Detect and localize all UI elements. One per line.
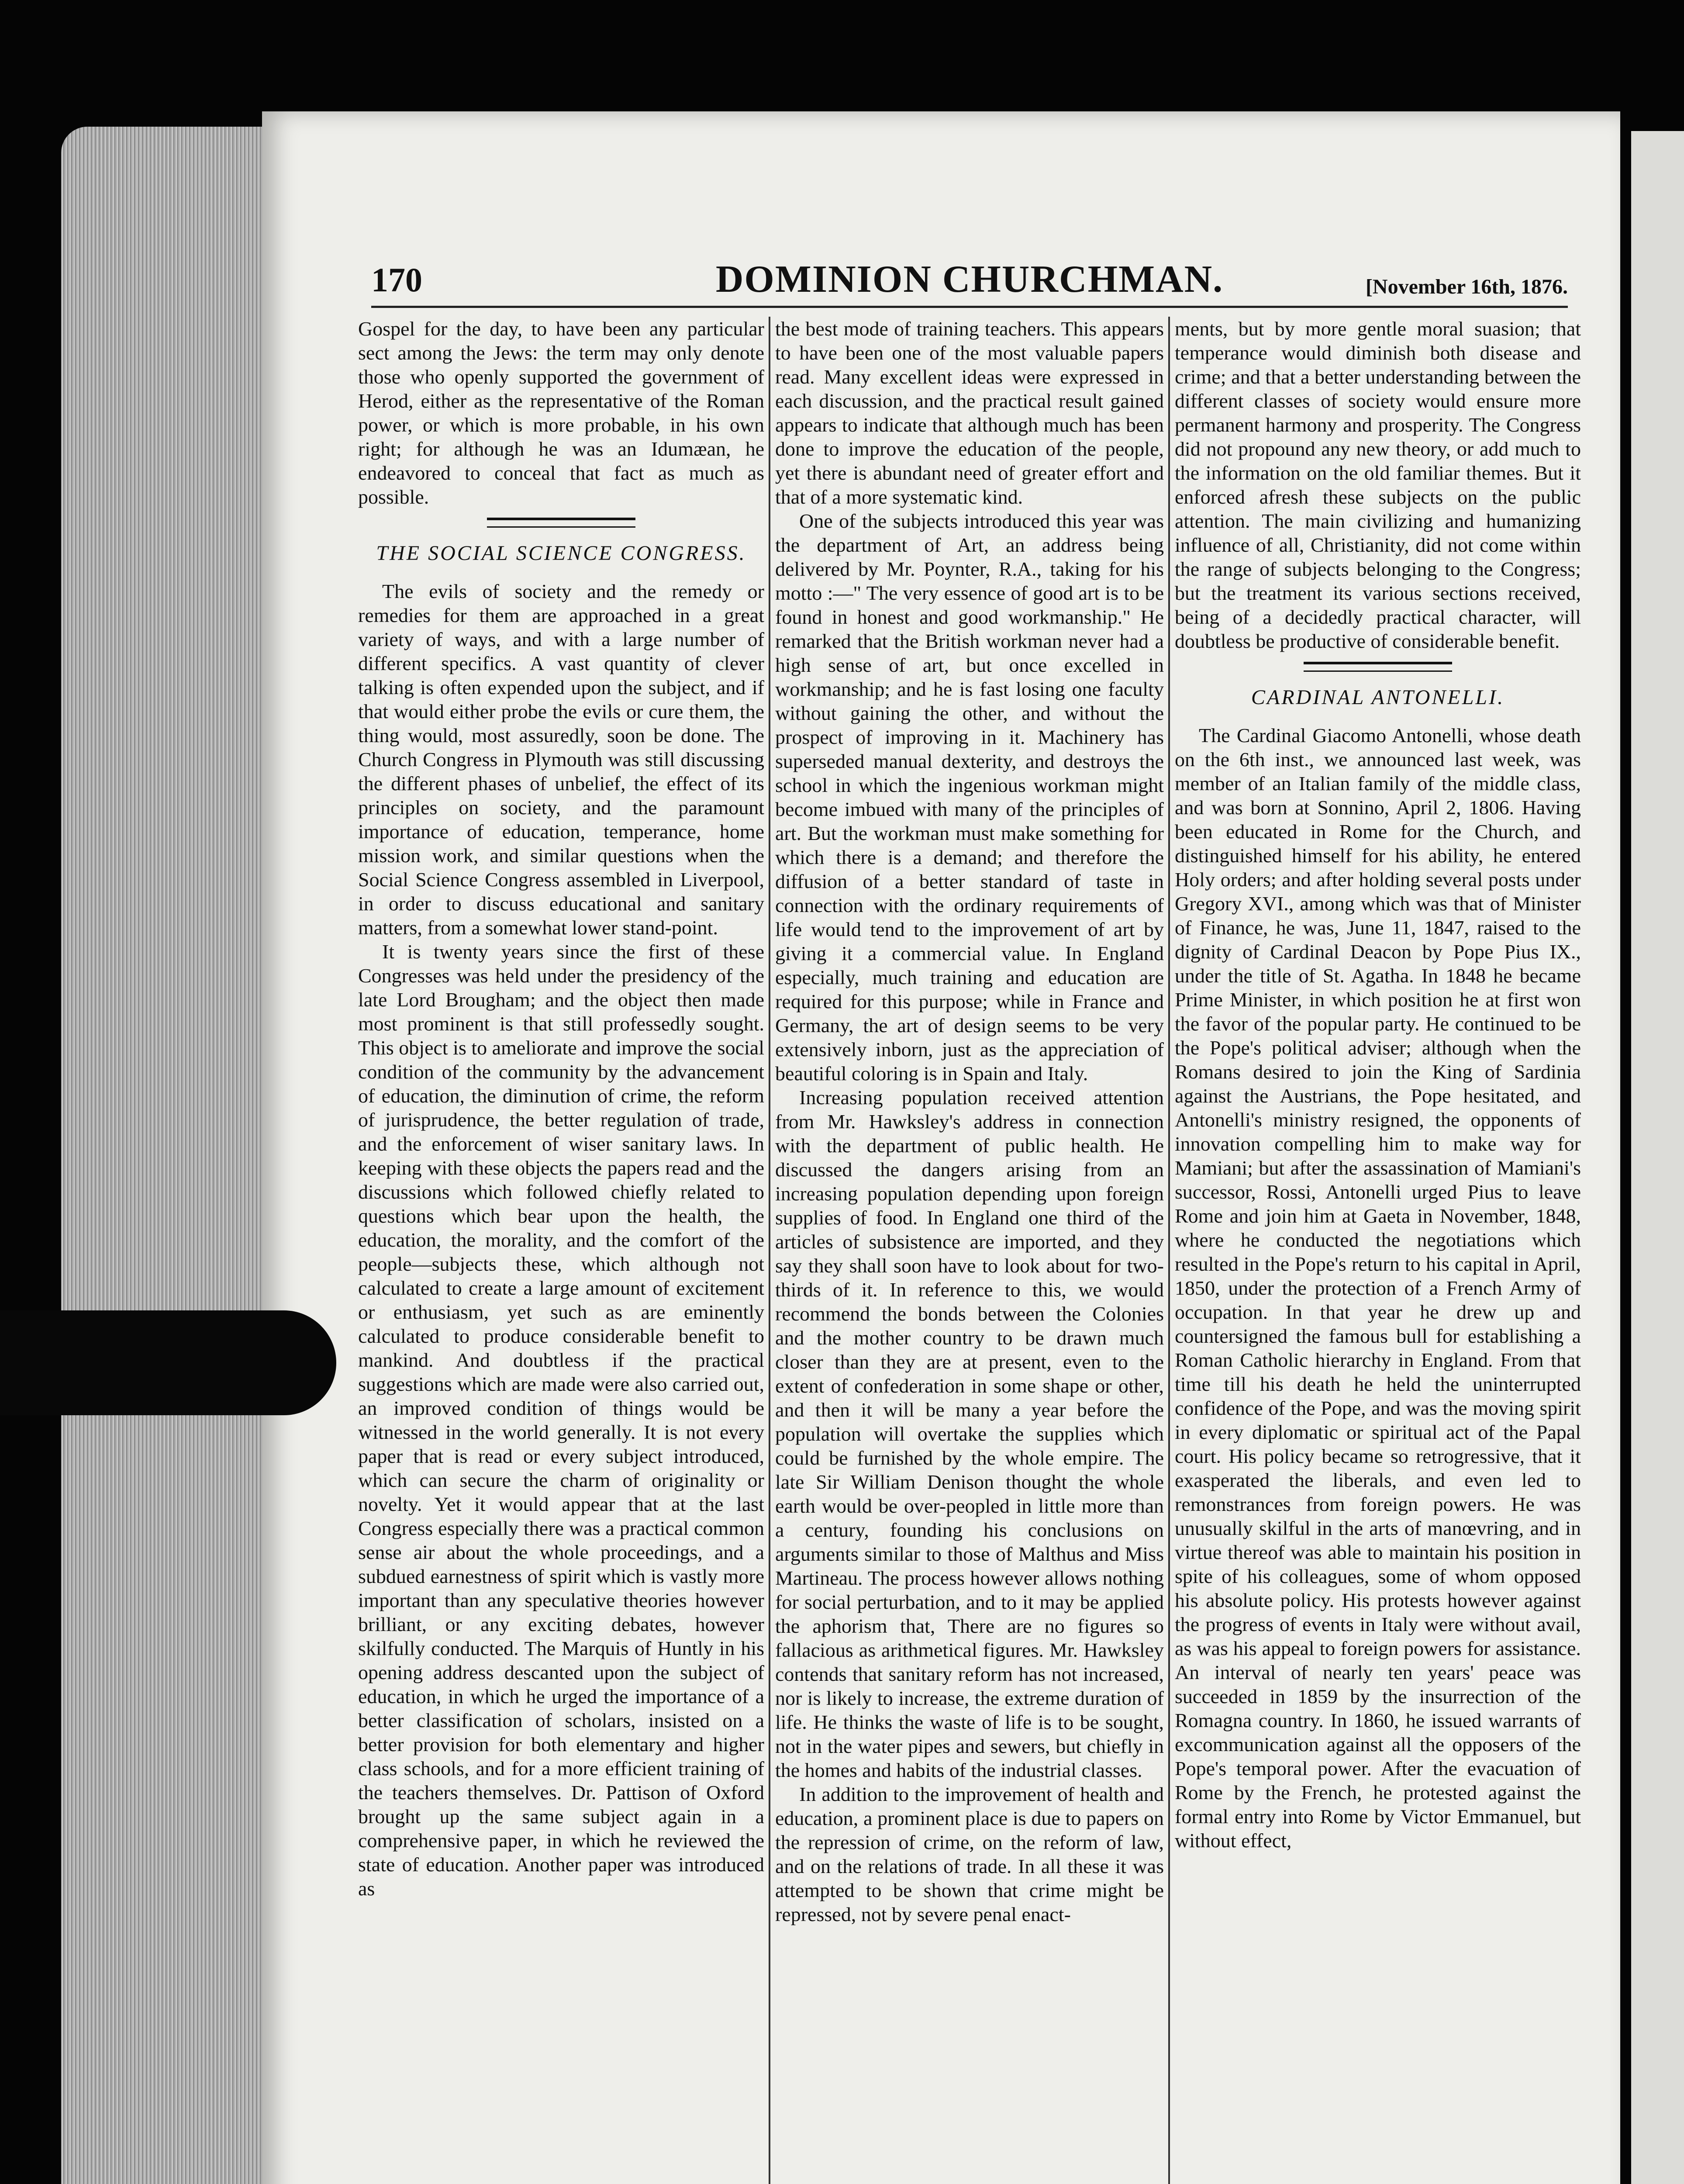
book-page-edges — [61, 127, 288, 2184]
article-heading-antonelli: CARDINAL ANTONELLI. — [1251, 686, 1505, 709]
column-1 — [358, 317, 764, 2184]
publication-title: DOMINION CHURCHMAN. — [715, 258, 1224, 301]
facing-page-edge — [1631, 131, 1684, 2184]
section-divider — [487, 518, 635, 528]
column-divider — [769, 317, 770, 2184]
article-paragraph: Increasing population received attention from Mr. Hawksley's address in connection with the department of public health. He discussed the dangers arising from an increasing population depending upon foreign supplies of food. In England one third of the articles of subsistence are imported, and they say they shall soon have to look about for two-thirds of it. In reference to this, we would recommend the bonds between the Colonies and the mother country to be drawn much closer than they are at present, even to the extent of confederation in some shape or other, and then it will be many a year before the population will overtake the supplies which could be furnished by the whole empire. The late Sir William Denison thought the whole earth would be over-peopled in little more than a century, founding his conclusions on arguments similar to those of Malthus and Miss Martineau. The process however allows nothing for social perturbation, and to it may be applied the aphorism that, There are no figures so fallacious as arithmetical figures. Mr. Hawksley contends that sanitary reform has not increased, nor is likely to increase, the extreme duration of life. He thinks the waste of life is to be sought, not in the water pipes and sewers, but chiefly in the homes and habits of the industrial classes. — [775, 1086, 1164, 1781]
column-3 — [1175, 317, 1581, 2184]
page-number: 170 — [371, 261, 422, 299]
column-divider — [1168, 317, 1170, 2184]
newspaper-page — [262, 111, 1620, 2184]
issue-date: [November 16th, 1876. — [1365, 275, 1568, 298]
article-paragraph: The evils of society and the remedy or remedies for them are approached in a great variety of ways, and with a large number of different specifics. A vast quantity of clever talking is often expended upon the subject, and if that would either probe the evils or cure them, the thing would, most assuredly, soon be done. The Church Congress in Plymouth was still discussing the different phases of unbelief, the effect of its principles on society, and the paramount importance of education, temperance, home mission work, and similar questions when the Social Science Congress assembled in Liverpool, in order to discuss educational and sanitary matters, from a somewhat lower stand-point. — [358, 580, 764, 939]
article-heading-social-science: THE SOCIAL SCIENCE CONGRESS. — [376, 542, 746, 565]
finger-shadow — [0, 1310, 336, 1415]
article-paragraph: The Cardinal Giacomo Antonelli, whose death on the 6th inst., we announced last week, was member of an Italian family of the middle class, and was born at Sonnino, April 2, 1806. Having been educated in Rome for the Church, and distinguished himself for his ability, he entered Holy orders; and after holding several posts under Gregory XVI., among which was that of Minister of Finance, he was, June 11, 1847, raised to the dignity of Cardinal Deacon by Pope Pius IX., under the title of St. Agatha. In 1848 he became Prime Minister, in which position he at first won the favor of the popular party. He continued to be the Pope's political adviser; although when the Romans desired to join the King of Sardinia against the Austrians, the Pope hesitated, and Antonelli's ministry resigned, the opponents of innovation compelling him to make way for Mamiani; but after the assassination of Mamiani's successor, Rossi, Antonelli urged Pius to leave Rome and join him at Gaeta in November, 1848, where he conducted the negotiations which resulted in the Pope's return to his capital in April, 1850, under the protection of a French Army of occupation. In that year he drew up and countersigned the famous bull for establishing a Roman Catholic hierarchy in England. From that time till his death he held the uninterrupted confidence of the Pope, and was the moving spirit in every diplomatic or spiritual act of the Papal court. His policy became so retrogressive, that it exasperated the liberals, and even led to remonstrances from foreign powers. He was unusually skilful in the arts of manœvring, and in virtue thereof was able to maintain his position in spite of his colleagues, some of whom opposed his absolute policy. His protests however against the progress of events in Italy were without avail, as was his appeal to foreign powers for assistance. An interval of nearly ten years' peace was succeeded in 1859 by the insurrection of the Romagna country. In 1860, he issued warrants of excommunication against all the opposers of the Pope's temporal power. After the evacuation of Rome by the French, he protested against the formal entry into Rome by Victor Emmanuel, but without effect, — [1175, 724, 1581, 1852]
article-paragraph: In addition to the improvement of health and education, a prominent place is due to papers on the repression of crime, on the reform of law, and on the relations of trade. In all these it was attempted to be shown that crime might be repressed, not by severe penal enact- — [775, 1783, 1164, 1925]
article-paragraph: One of the subjects introduced this year was the department of Art, an address being delivered by Mr. Poynter, R.A., taking for his motto :—" The very essence of good art is to be found in honest and good workmanship." He remarked that the British workman never had a high sense of art, but once excelled in workmanship; and he is fast losing one faculty without gaining the other, and without the prospect of improving in it. Machinery has superseded manual dexterity, and destroys the school in which the ingenious workman might become imbued with many of the principles of art. But the workman must make something for which there is a demand; and therefore the diffusion of a better standard of taste in connection with the ordinary requirements of life would tend to the improvement of art by giving it a commercial value. In England especially, much training and education are required for this purpose; while in France and Germany, the art of design seems to be very extensively inborn, just as the appreciation of beautiful coloring is in Spain and Italy. — [775, 510, 1164, 1085]
article-paragraph: the best mode of training teachers. This appears to have been one of the most valuable papers read. Many excellent ideas were expressed in each discussion, and the practical result gained appears to indicate that although much has been done to improve the education of the people, yet there is abundant need of greater effort and that of a more systematic kind. — [775, 318, 1164, 508]
column-2 — [775, 317, 1164, 2184]
section-divider — [1304, 662, 1452, 672]
article-paragraph: It is twenty years since the first of these Congresses was held under the presidency of the late Lord Brougham; and the object then made most prominent is that still professedly sought. This object is to ameliorate and improve the social condition of the community by the advancement of education, the diminution of crime, the reform of jurisprudence, the better regulation of trade, and the enforcement of wiser sanitary laws. In keeping with these objects the papers read and the discussions which followed chiefly related to questions which bear upon the health, the education, the morality, and the comfort of the people—subjects these, which although not calculated to create a large amount of excitement or enthusiasm, yet such as are eminently calculated to produce considerable benefit to mankind. And doubtless if the practical suggestions which are made were also carried out, an improved condition of things would be witnessed in the world generally. It is not every paper that is read or every subject introduced, which can secure the charm of originality or novelty. Yet it would appear that at the last Congress especially there was a practical common sense air about the whole proceedings, and a subdued earnestness of spirit which is vastly more important than any speculative theories however brilliant, or any exciting debates, however skilfully conducted. The Marquis of Huntly in his opening address descanted upon the subject of education, in which he urged the importance of a better classification of scholars, insisted on a better provision for both elementary and higher class schools, and for a more efficient training of the teachers themselves. Dr. Pattison of Oxford brought up the same subject again in a comprehensive paper, in which he reviewed the state of education. Another paper was introduced as — [358, 940, 764, 1900]
article-continuation: Gospel for the day, to have been any particular sect among the Jews: the term may only denote those who openly supported the government of Herod, either as the representative of the Roman power, or which is more probable, in his own right; for although he was an Idumæan, he endeavored to conceal that fact as much as possible. — [358, 318, 764, 508]
page-header — [371, 253, 1568, 308]
article-paragraph: ments, but by more gentle moral suasion; that temperance would diminish both disease and crime; and that a better understanding between the different classes of society would ensure more permanent harmony and prosperity. The Congress did not propound any new theory, or add much to the information on the old familiar themes. But it enforced afresh these subjects on the public attention. The main civilizing and humanizing influence of all, Christianity, did not come within the range of subjects belonging to the Congress; but the treatment its various sections received, being of a decidedly practical character, will doubtless be productive of considerable benefit. — [1175, 318, 1581, 652]
